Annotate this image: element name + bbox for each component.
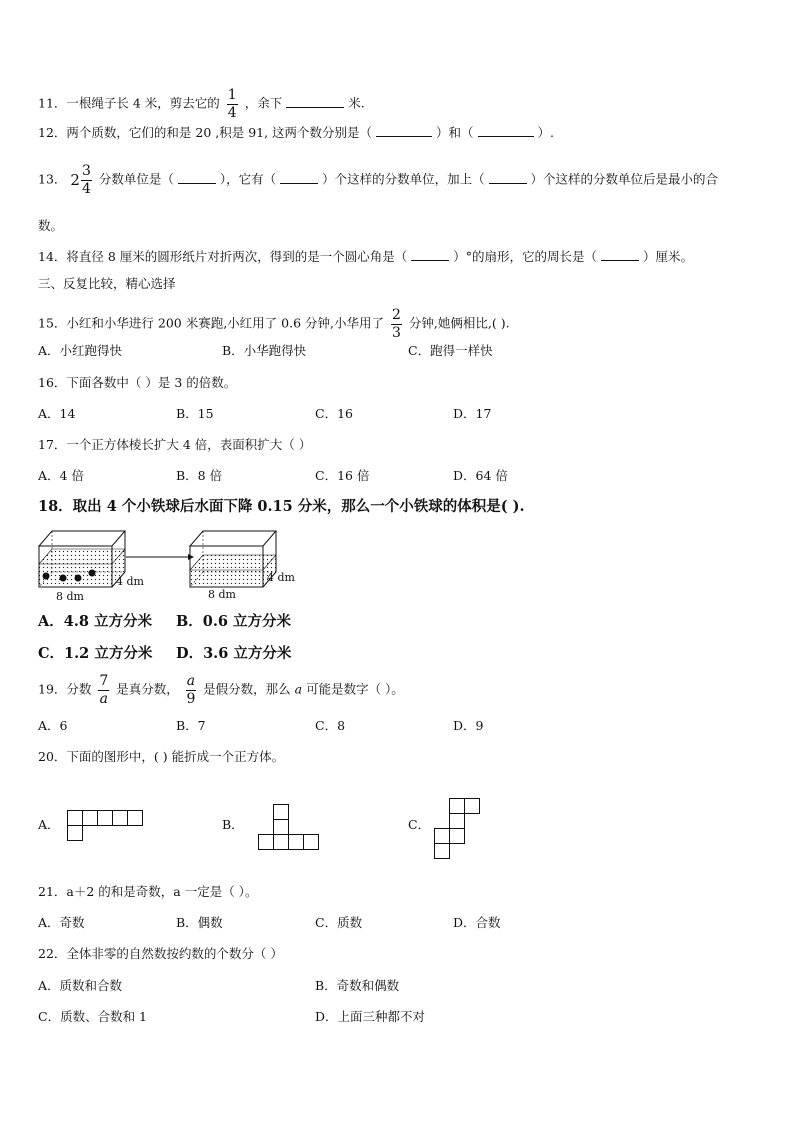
option-a[interactable]: A．奇数 [38,915,85,930]
answer-blank[interactable] [178,182,216,184]
option-c[interactable]: C． [408,817,431,832]
option-d[interactable]: D．64 倍 [453,468,508,483]
answer-blank[interactable] [601,259,639,261]
option-d[interactable]: D．9 [453,718,484,733]
mixed-number: 2 $\frac{3}{4}$ [70,163,91,197]
height-label-right: 4 dm [267,571,295,584]
option-b[interactable]: B． [222,817,244,832]
iron-ball [89,570,96,577]
answer-blank[interactable] [280,182,318,184]
option-a[interactable]: A． [38,817,60,832]
option-c[interactable]: C．跑得一样快 [408,343,493,358]
answer-blank[interactable] [478,135,534,137]
option-b[interactable]: B．7 [176,718,206,733]
fraction-a-over-nine: $\frac{a}{9}$ [186,673,196,707]
option-b[interactable]: B．15 [176,406,214,421]
length-label-left: 8 dm [56,590,84,603]
answer-blank[interactable] [286,106,344,108]
question-12: 12．两个质数，它们的和是 20 ,积是 91, 这两个数分别是（ ）和（ ）. [38,125,554,140]
arrow-icon [126,554,194,560]
iron-ball [60,575,67,582]
answer-blank[interactable] [376,135,432,137]
question-13-continued: 数。 [38,218,64,233]
iron-ball [75,575,82,582]
option-b[interactable]: B．偶数 [176,915,223,930]
question-21: 21．a＋2 的和是奇数，a 一定是（ ）。 [38,884,258,899]
tank-before [39,531,125,587]
question-18: 18．取出 4 个小铁球后水面下降 0.15 分米，那么一个小铁球的体积是( ). [38,498,525,515]
option-c[interactable]: C．8 [315,718,346,733]
option-d[interactable]: D．3.6 立方分米 [176,645,292,662]
iron-ball [43,573,50,580]
question-22: 22．全体非零的自然数按约数的个数分（ ） [38,946,283,961]
option-c[interactable]: C．16 倍 [315,468,370,483]
question-19: 19．分数 $\frac{7}{a}$ 是真分数， $\frac{a}{9}$ 是假分数，那么 a 可能是数字（ ）。 [38,673,404,707]
option-a[interactable]: A．4 倍 [38,468,84,483]
height-label-left: 4 dm [116,575,144,588]
question-13: 13． 2 $\frac{3}{4}$ 分数单位是（ ），它有（ ）个这样的分数单位，加上（ ）个这样的分数单位后是最小的合 [38,163,719,197]
tank-figure [30,526,320,606]
question-20: 20．下面的图形中，( ) 能折成一个正方体。 [38,749,285,764]
cube-net-a[interactable] [67,810,147,842]
answer-blank[interactable] [489,182,527,184]
option-b[interactable]: B．奇数和偶数 [315,978,400,993]
question-15: 15．小红和小华进行 200 米赛跑,小红用了 0.6 分钟,小华用了 $\frac{2}{3}$ 分钟,她俩相比,( ). [38,307,510,341]
option-a[interactable]: A．质数和合数 [38,978,123,993]
question-14: 14．将直径 8 厘米的圆形纸片对折两次，得到的是一个圆心角是（ ）°的扇形，它的周长是（ ）厘米。 [38,249,694,264]
question-17: 17．一个正方体棱长扩大 4 倍，表面积扩大（ ） [38,437,312,452]
option-b[interactable]: B．0.6 立方分米 [176,613,292,630]
option-a[interactable]: A．4.8 立方分米 [38,613,153,630]
option-b[interactable]: B．小华跑得快 [222,343,307,358]
option-d[interactable]: D．17 [453,406,492,421]
option-c[interactable]: C．质数 [315,915,363,930]
fraction-two-thirds: $\frac{2}{3}$ [391,307,401,341]
cube-net-c[interactable] [434,798,484,862]
fraction-seven-over-a: $\frac{7}{a}$ [99,673,109,707]
option-c[interactable]: C．16 [315,406,353,421]
length-label-right: 8 dm [208,588,236,601]
option-c[interactable]: C．质数、合数和 1 [38,1009,147,1024]
question-16: 16．下面各数中（ ）是 3 的倍数。 [38,375,237,390]
section-heading: 三、反复比较，精心选择 [38,276,176,291]
question-11-text: 11．一根绳子长 4 米，剪去它的 [38,95,220,111]
option-a[interactable]: A．小红跑得快 [38,343,123,358]
tank-after [190,531,276,587]
option-b[interactable]: B．8 倍 [176,468,223,483]
option-c[interactable]: C．1.2 立方分米 [38,645,153,662]
question-11: 11．一根绳子长 4 米，剪去它的 $\frac{1}{4}$ ，余下 米. [38,87,365,121]
option-d[interactable]: D．合数 [453,915,501,930]
fraction-one-quarter: $\frac{1}{4}$ [227,87,237,121]
option-a[interactable]: A．14 [38,406,76,421]
answer-blank[interactable] [411,259,449,261]
option-d[interactable]: D．上面三种都不对 [315,1009,426,1024]
cube-net-b[interactable] [258,804,322,852]
option-a[interactable]: A．6 [38,718,68,733]
